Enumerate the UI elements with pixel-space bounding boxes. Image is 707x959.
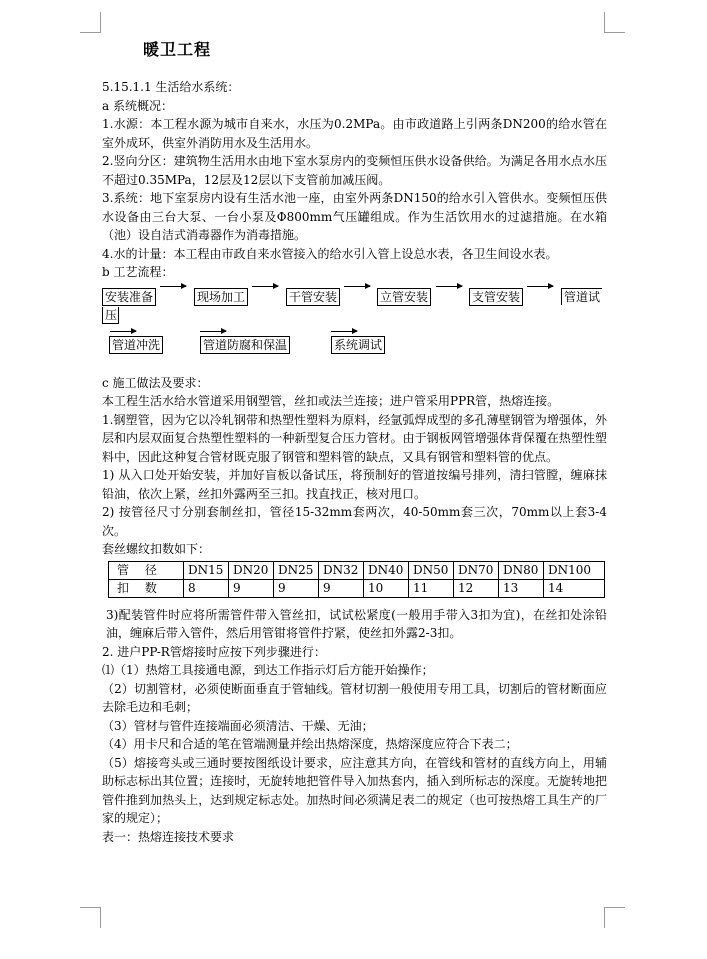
paragraph-ppr-steps-intro: 2. 进户PP-R管熔接时应按下列步骤进行： — [102, 644, 326, 659]
table-cell: DN50 — [409, 561, 454, 579]
flow-step-anticorrosion: 管道防腐和保温 — [200, 336, 290, 354]
paragraph-steel-plastic-pipe: 1.钢塑管，因为它以冷轧钢带和热塑性塑料为原料，经氩弧焊成型的多孔薄壁钢管为增强体，外层和内层双面复合热塑性塑料的一种新型复合压力管材。由于钢板网管增强体背保覆在热塑性塑料中，因此这种复合管材既克服了钢管和塑料管的缺点，又具有钢管和塑料管的优点。 — [102, 412, 607, 464]
flow-arrow — [436, 286, 462, 287]
section-a-title: a 系统概况： — [102, 98, 173, 113]
paragraph-system: 3.系统：地下室泵房内设有生活水池一座，由室外两条DN150的给水引入管供水。变频恒压供水设备由三台大泵、一台小泵及Φ800mm气压罐组成。作为生活饮用水的过滤措施。在水箱（池）设自洁式消毒器作为消毒措施。 — [102, 191, 607, 242]
table-cell: DN20 — [229, 561, 274, 579]
paragraph-ppr-step-5: （5）熔接弯头或三通时要按图纸设计要求，应注意其方向，在管线和管材的直线方向上，用辅助标志标出其位置；连接时，无旋转地把管件导入加热套内，插入到所标志的深度。无旋转地把管件推到加热头上，达到规定标志处。加热时间必须满足表二的规定（也可按热熔工具生产的厂家的规定）； — [102, 755, 607, 825]
flow-arrow — [331, 331, 357, 332]
flow-step-site-processing: 现场加工 — [194, 288, 248, 306]
corner-mark-bottom-right — [604, 907, 625, 928]
flow-arrow — [110, 331, 136, 332]
table-cell: 9 — [274, 579, 319, 597]
flow-arrow — [160, 286, 186, 287]
corner-mark-top-right — [604, 12, 625, 33]
paragraph-thread-table-caption: 套丝螺纹扣数如下： — [102, 542, 211, 556]
paragraph-metering: 4.水的计量：本工程由市政自来水管接入的给水引入管上设总水表，各卫生间设水表。 — [102, 246, 558, 261]
table-cell: DN25 — [274, 561, 319, 579]
flow-arrow — [252, 286, 278, 287]
paragraph-install-step-2: 2) 按管径尺寸分别套制丝扣，管径15-32mm套两次，40-50mm套三次，70mm以上套3-4次。 — [102, 505, 607, 538]
table-cell: DN15 — [184, 561, 229, 579]
section-b-title: b 工艺流程： — [102, 265, 174, 279]
table-cell: 11 — [409, 579, 454, 597]
section-heading: 5.15.1.1 生活给水系统： — [102, 80, 240, 94]
section-c-title: c 施工做法及要求： — [102, 375, 209, 390]
paragraph-ppr-step-2: （2）切割管材，必须使断面垂直于管轴线。管材切割一般使用专用工具，切割后的管材断面应去除毛边和毛刺； — [102, 681, 607, 714]
table-cell: DN70 — [454, 561, 499, 579]
paragraph-pipe-material: 本工程生活水给水管道采用钢塑管，丝扣或法兰连接；进户管采用PPR管，热熔连接。 — [102, 394, 560, 408]
flow-step-commissioning: 系统调试 — [331, 336, 385, 354]
flow-step-pressure-test-wrap: 压 — [102, 307, 119, 324]
process-flowchart — [102, 286, 607, 368]
corner-mark-top-left — [80, 12, 101, 33]
paragraph-install-step-1: 1) 从入口处开始安装，并加好盲板以备试压，将预制好的管道按编号排列，清扫管膛，缠麻抹铅油，依次上紧，丝扣外露两至三扣。找直找正，核对甩口。 — [102, 468, 607, 501]
table-cell: 10 — [364, 579, 409, 597]
table-row — [109, 579, 605, 597]
paragraph-vertical-zoning: 2.竖向分区：建筑物生活用水由地下室水泵房内的变频恒压供水设备供给。为满足各用水点水压不超过0.35MPa，12层及12层以下支管前加减压阀。 — [102, 154, 607, 187]
table-cell: 9 — [319, 579, 364, 597]
flow-step-branch: 支管安装 — [469, 288, 523, 306]
table-row — [109, 561, 605, 579]
table-row-label: 扣 数 — [109, 579, 184, 597]
flow-step-flushing: 管道冲洗 — [109, 336, 163, 354]
table-cell: DN32 — [319, 561, 364, 579]
flow-arrow — [200, 331, 226, 332]
flow-arrow — [344, 286, 370, 287]
table-row-label: 管 径 — [109, 561, 184, 579]
page-title: 暖卫工程 — [143, 40, 212, 59]
document-body — [102, 78, 607, 846]
paragraph-ppr-step-1: ⑴（1）热熔工具接通电源，到达工作指示灯后方能开始操作； — [102, 663, 434, 677]
paragraph-water-source: 1.水源：本工程水源为城市自来水，水压为0.2MPa。由市政道路上引两条DN200的给水管在室外成环，供室外消防用水及生活用水。 — [102, 117, 607, 150]
paragraph-table-one-caption: 表一：热熔连接技术要求 — [102, 829, 235, 844]
flow-step-pressure-test: 管道试 — [561, 288, 602, 305]
table-cell: 8 — [184, 579, 229, 597]
thread-count-table — [108, 561, 605, 598]
flow-step-main-pipe: 干管安装 — [286, 288, 340, 306]
paragraph-ppr-step-4: （4）用卡尺和合适的笔在管端测量并绘出热熔深度，热熔深度应符合下表二； — [102, 737, 518, 751]
table-cell: DN40 — [364, 561, 409, 579]
flow-arrow — [527, 286, 553, 287]
paragraph-ppr-step-3: （3）管材与管件连接端面必须清洁、干燥、无油； — [102, 718, 374, 733]
table-cell: 14 — [544, 579, 605, 597]
table-cell: 13 — [499, 579, 544, 597]
table-cell: DN100 — [544, 561, 605, 579]
flow-step-install-prep: 安装准备 — [102, 288, 156, 306]
table-cell: 12 — [454, 579, 499, 597]
flow-step-riser: 立管安装 — [377, 288, 431, 306]
table-cell: 9 — [229, 579, 274, 597]
table-cell: DN80 — [499, 561, 544, 579]
corner-mark-bottom-left — [80, 907, 101, 928]
paragraph-fitting-assembly: 3)配装管件时应将所需管件带入管丝扣，试试松紧度(一般用手带入3扣为宜)，在丝扣处涂铅油，缠麻后带入管件，然后用管钳将管件拧紧，使丝扣外露2-3扣。 — [106, 607, 607, 640]
